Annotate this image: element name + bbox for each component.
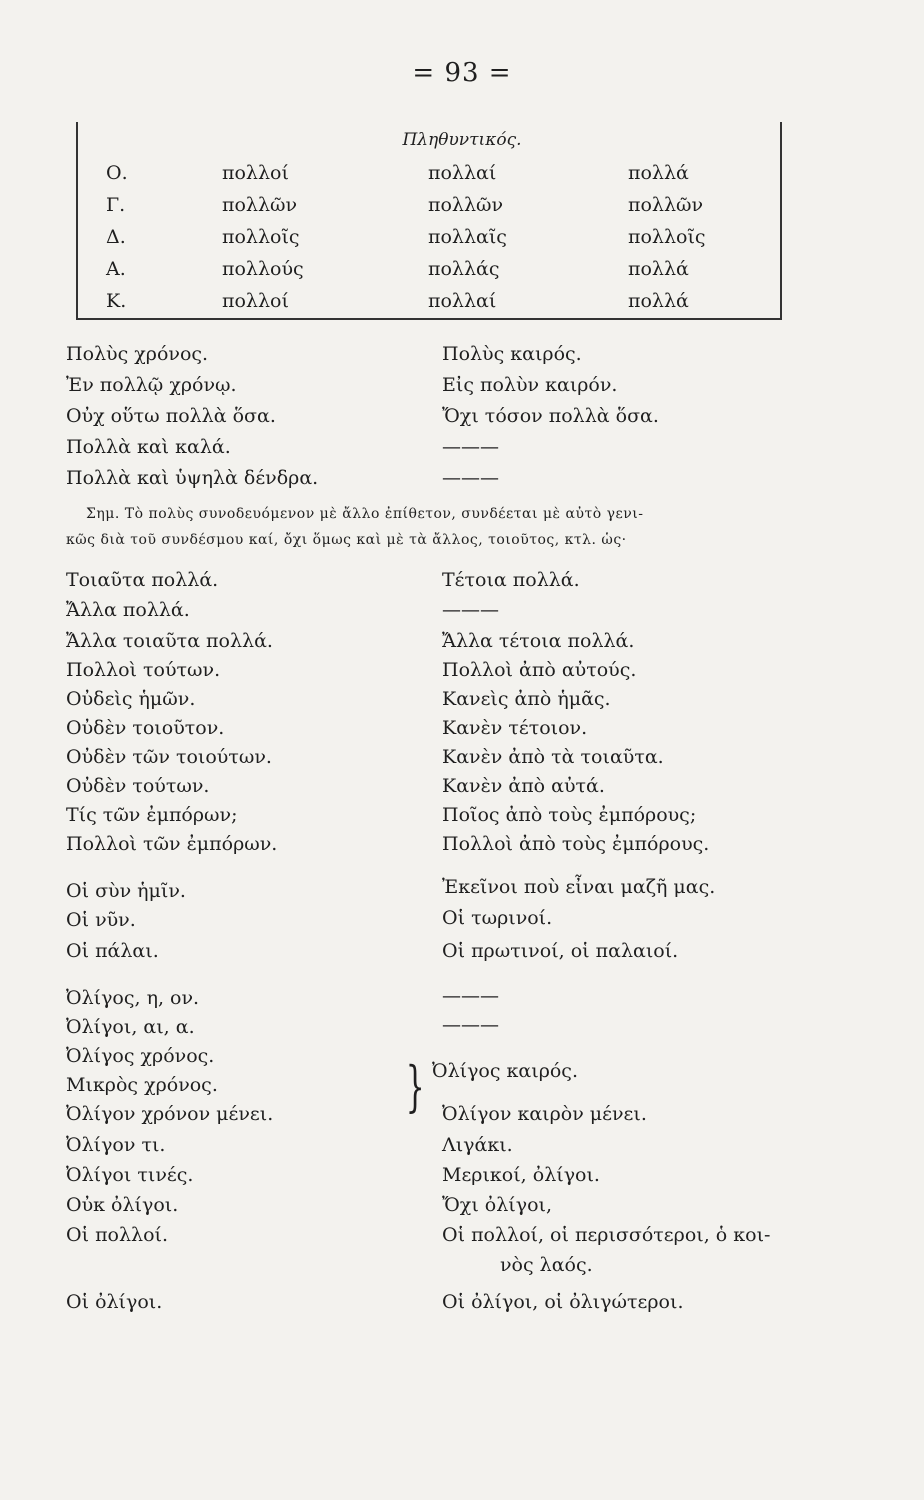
ancient-phrase: Ἄλλα πολλά. <box>66 599 190 621</box>
ancient-phrase: Ὀλίγον τι. <box>66 1134 166 1156</box>
case-label: Α. <box>106 258 126 280</box>
neuter-form: πολλῶν <box>628 194 704 216</box>
modern-phrase: Κανὲν τέτοιον. <box>442 717 588 739</box>
masculine-form: πολλούς <box>222 258 304 280</box>
modern-phrase: Οἱ τωρινοί. <box>442 907 553 929</box>
masculine-form: πολλοῖς <box>222 226 300 248</box>
table-title: Πληθυντικός. <box>402 130 522 150</box>
ancient-phrase: Πολλοὶ τῶν ἐμπόρων. <box>66 833 278 855</box>
modern-phrase: Κανεὶς ἀπὸ ἡμᾶς. <box>442 688 611 710</box>
feminine-form: πολλῶν <box>428 194 504 216</box>
ancient-phrase: Μικρὸς χρόνος. <box>66 1074 218 1096</box>
modern-phrase: Κανὲν ἀπὸ τὰ τοιαῦτα. <box>442 746 664 768</box>
feminine-form: πολλάς <box>428 258 500 280</box>
modern-phrase: Οἱ πολλοί, οἱ περισσότεροι, ὁ κοι- <box>442 1224 771 1246</box>
ancient-phrase: Οἱ πολλοί. <box>66 1224 169 1246</box>
table-row <box>0 162 924 194</box>
ancient-phrase: Πολλὰ καὶ ὑψηλὰ δένδρα. <box>66 467 319 489</box>
neuter-form: πολλοῖς <box>628 226 706 248</box>
modern-phrase: Ἐκεῖνοι ποὺ εἶναι μαζῆ μας. <box>442 876 716 898</box>
modern-phrase: Ἄλλα τέτοια πολλά. <box>442 630 635 652</box>
modern-phrase: Πολλοὶ ἀπὸ τοὺς ἐμπόρους. <box>442 833 710 855</box>
ancient-phrase: Ὀλίγος, η, ον. <box>66 987 200 1009</box>
case-label: Γ. <box>106 194 126 216</box>
ancient-phrase: Οὐδὲν τούτων. <box>66 775 210 797</box>
feminine-form: πολλαῖς <box>428 226 507 248</box>
ancient-phrase: Πολλὰ καὶ καλά. <box>66 436 231 458</box>
ancient-phrase: Ὀλίγοι, αι, α. <box>66 1016 195 1038</box>
modern-phrase: ——— <box>442 599 499 621</box>
table-row <box>0 290 924 322</box>
ancient-phrase: Πολλοὶ τούτων. <box>66 659 221 681</box>
ancient-phrase: Οὐχ οὕτω πολλὰ ὅσα. <box>66 405 276 427</box>
case-label: Ο. <box>106 162 128 184</box>
right-brace: } <box>405 1055 425 1118</box>
modern-phrase: Λιγάκι. <box>442 1134 513 1156</box>
neuter-form: πολλά <box>628 258 689 280</box>
ancient-phrase: Οἱ πάλαι. <box>66 940 159 962</box>
modern-phrase: Οἱ ὀλίγοι, οἱ ὀλιγώτεροι. <box>442 1291 684 1313</box>
ancient-phrase: Οἱ νῦν. <box>66 909 136 931</box>
ancient-phrase: Ἄλλα τοιαῦτα πολλά. <box>66 630 273 652</box>
masculine-form: πολλῶν <box>222 194 298 216</box>
modern-phrase: Τέτοια πολλά. <box>442 569 580 591</box>
ancient-phrase: Ὀλίγον χρόνον μένει. <box>66 1103 274 1125</box>
ancient-phrase: Ὀλίγος χρόνος. <box>66 1045 215 1067</box>
modern-phrase: Ὄχι ὀλίγοι, <box>442 1194 553 1216</box>
modern-phrase: Εἰς πολὺν καιρόν. <box>442 374 618 396</box>
feminine-form: πολλαί <box>428 162 497 184</box>
ancient-phrase: Οὐδὲν τοιοῦτον. <box>66 717 225 739</box>
ancient-phrase: Οὐδὲν τῶν τοιούτων. <box>66 746 272 768</box>
table-row <box>0 258 924 290</box>
modern-phrase: Μερικοί, ὀλίγοι. <box>442 1164 600 1186</box>
modern-phrase: Κανὲν ἀπὸ αὐτά. <box>442 775 605 797</box>
ancient-phrase: Τοιαῦτα πολλά. <box>66 569 219 591</box>
modern-phrase: ——— <box>442 467 499 489</box>
ancient-phrase: Ἐν πολλῷ χρόνῳ. <box>66 374 237 396</box>
modern-phrase: Ὀλίγον καιρὸν μένει. <box>442 1103 647 1125</box>
modern-phrase: ——— <box>442 436 499 458</box>
table-row <box>0 194 924 226</box>
case-label: Δ. <box>106 226 126 248</box>
modern-phrase-continuation: νὸς λαός. <box>500 1254 593 1276</box>
ancient-phrase: Οἱ σὺν ἡμῖν. <box>66 880 186 902</box>
neuter-form: πολλά <box>628 162 689 184</box>
modern-phrase: ——— <box>442 1014 499 1036</box>
modern-phrase: Ὄχι τόσον πολλὰ ὅσα. <box>442 405 659 427</box>
page-number: = 93 = <box>412 58 512 88</box>
modern-phrase: ——— <box>442 985 499 1007</box>
neuter-form: πολλά <box>628 290 689 312</box>
masculine-form: πολλοί <box>222 290 289 312</box>
modern-phrase: Πολὺς καιρός. <box>442 343 582 365</box>
ancient-phrase: Οἱ ὀλίγοι. <box>66 1291 163 1313</box>
note-line: κῶς διὰ τοῦ συνδέσμου καί, ὄχι ὅμως καὶ μὲ τὰ ἄλλος, τοιοῦτος, κτλ. ὡς· <box>66 532 627 548</box>
ancient-phrase: Οὐκ ὀλίγοι. <box>66 1194 179 1216</box>
table-row <box>0 226 924 258</box>
modern-phrase: Οἱ πρωτινοί, οἱ παλαιοί. <box>442 940 679 962</box>
note-line: Σημ. Τὸ πολὺς συνοδευόμενον μὲ ἄλλο ἐπίθετον, συνδέεται μὲ αὐτὸ γενι- <box>86 506 644 522</box>
ancient-phrase: Τίς τῶν ἐμπόρων; <box>66 804 238 826</box>
masculine-form: πολλοί <box>222 162 289 184</box>
ancient-phrase: Οὐδεὶς ἡμῶν. <box>66 688 196 710</box>
modern-phrase: Ποῖος ἀπὸ τοὺς ἐμπόρους; <box>442 804 697 826</box>
modern-phrase: Πολλοὶ ἀπὸ αὐτούς. <box>442 659 637 681</box>
ancient-phrase: Ὀλίγοι τινές. <box>66 1164 194 1186</box>
feminine-form: πολλαί <box>428 290 497 312</box>
case-label: Κ. <box>106 290 127 312</box>
ancient-phrase: Πολὺς χρόνος. <box>66 343 209 365</box>
modern-phrase: Ὀλίγος καιρός. <box>432 1060 578 1082</box>
